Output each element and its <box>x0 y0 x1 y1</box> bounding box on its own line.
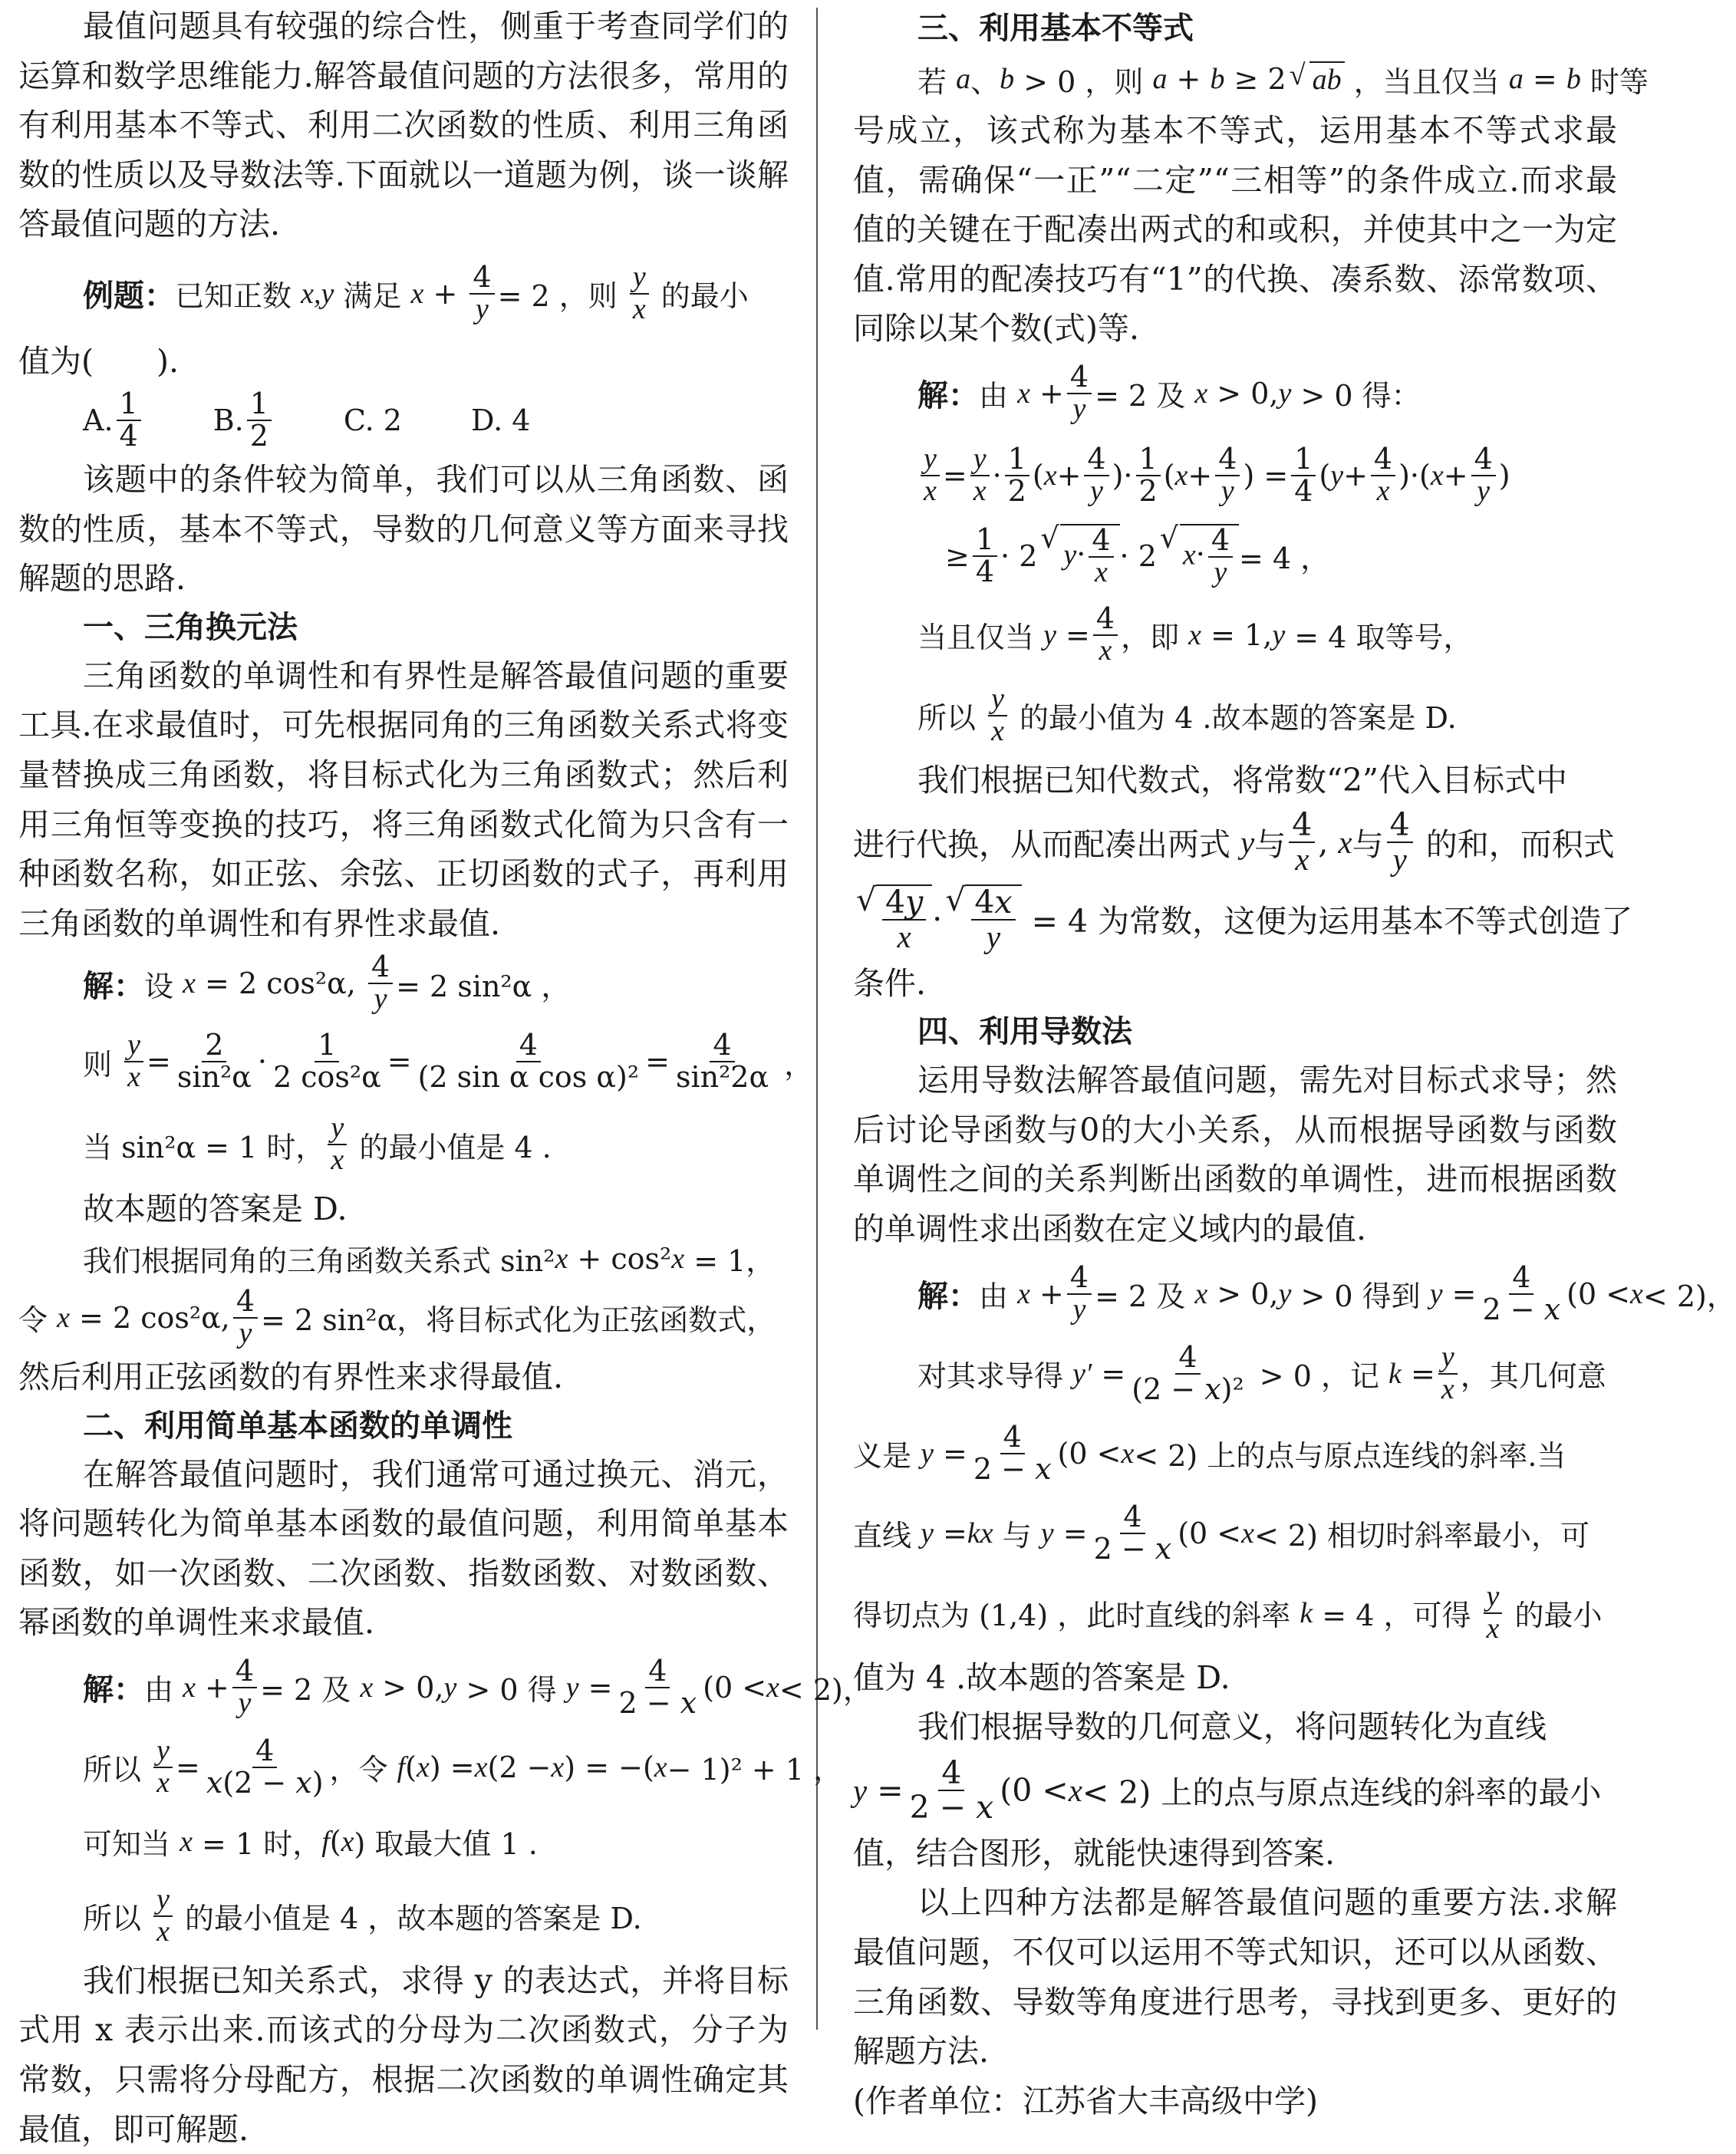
summary4-line1: 我们根据导数的几何意义，将问题转化为直线 <box>917 1708 1547 1746</box>
sol3-line2: $\frac{y}{x}$ = $\frac{y}{x}$ · $\frac{1}{2}$ ( x + $\frac{4}{y}$ )· $\frac{1}{2}$ ( x + $\frac{4}{y}$ ) = $\frac{1}{4}$ ( y + $\frac{4}{x}$ )·( x + $\frac{4}{y}$ ) <box>853 433 1617 518</box>
section-heading-2: 二、利用简单基本函数的单调性 <box>83 1408 512 1444</box>
sol3-line4: 当且仅当 y = $\frac{4}{x}$ ，即 x = 1, y = 4 取等号， <box>917 601 1473 667</box>
section-heading-3: 三、利用基本不等式 <box>917 11 1194 46</box>
summary1-line1: 我们根据同角的三角函数关系式 sin² x + cos² x = 1， <box>83 1241 776 1279</box>
summary3-line4: 条件. <box>853 964 927 1002</box>
answer-options: A. $\frac{1}{4}$ B. $\frac{1}{2}$ C. 2 D. 4 <box>83 387 531 453</box>
intro-paragraph: 最值问题具有较强的综合性，侧重于考查同学们的运算和数学思维能力.解答最值问题的方法很多，常用的有利用基本不等式、利用二次函数的性质、利用三角函数的性质以及导数法等.下面就以一道题为例，谈一谈解答最值问题的方法. <box>18 8 789 243</box>
column-divider <box>816 8 818 2030</box>
summary2-paragraph: 我们根据已知关系式，求得 y 的表达式，并将目标式用 x 表示出来.而该式的分母为二次函数式，分子为常数，只需将分母配方，根据二次函数的单调性确定其最值，即可解题. <box>18 1961 789 2148</box>
sol3-line5: 所以 $\frac{y}{x}$ 的最小值为 4 .故本题的答案是 D. <box>917 683 1457 747</box>
sol2-line3: 可知当 x = 1 时， f ( x ) 取最大值 1 . <box>83 1824 538 1862</box>
sol4-line2: 对其求导得 y′ = $\frac{4}{\text{(2 − x)²}}$ > 0 ，记 k = $\frac{y}{x}$ ，其几何意 <box>917 1339 1606 1406</box>
summary4-line2: y = $\frac{4}{2 - x}$ (0 < x < 2) 上的点与原点连线的斜率的最小 <box>853 1754 1602 1826</box>
sol4-line6: 值为 4 .故本题的答案是 D. <box>853 1658 1230 1696</box>
sol4-line4: 直线 y = kx 与 y = $\frac{4}{2 - x}$ (0 < x < 2) 相切时斜率最小，可 <box>853 1499 1590 1566</box>
summary1-line2: 令 x = 2 cos²α, $\frac{4}{y}$ = 2 sin²α，将目标式化为正弦函数式， <box>18 1284 776 1349</box>
ineq-intro-rest: 号成立，该式称为基本不等式，运用基本不等式求最值，需确保“一正”“二定”“三相等”的条件成立.而求最值的关键在于配凑出两式的和或积，并使其中之一为定值.常用的配凑技巧有“1”的代换、凑系数、添常数项、同除以某个数(式)等. <box>853 112 1617 347</box>
option-c: C. 2 <box>343 403 402 437</box>
summary4-line3: 值，结合图形，就能快速得到答案. <box>853 1834 1336 1872</box>
method2-intro: 在解答最值问题时，我们通常可通过换元、消元，将问题转化为简单基本函数的最值问题，利用简单基本函数，如一次函数、二次函数、指数函数、对数函数、幂函数的单调性来求最值. <box>18 1455 789 1642</box>
section-heading-1: 一、三角换元法 <box>83 609 298 645</box>
sol4-line1: 解： 由 x + $\frac{4}{y}$ = 2 及 x > 0, y > 0 得到 y = $\frac{4}{2 - x}$ (0 < x < 2)， <box>917 1260 1736 1326</box>
sol2-line1: 解： 由 x + $\frac{4}{y}$ = 2 及 x > 0, y > 0 得 y = $\frac{4}{2 - x}$ (0 < x < 2)， <box>83 1653 872 1720</box>
author-affiliation: (作者单位：江苏省大丰高级中学) <box>853 2082 1318 2119</box>
method1-intro: 三角函数的单调性和有界性是解答最值问题的重要工具.在求最值时，可先根据同角的三角函数关系式将变量替换成三角函数，将目标式化为三角函数式；然后利用三角恒等变换的技巧，将三角函数式化简为只含有一种函数名称，如正弦、余弦、正切函数的式子，再利用三角函数的单调性和有界性求最值. <box>18 657 789 942</box>
summary1-line3: 然后利用正弦函数的有界性来求得最值. <box>18 1358 564 1395</box>
sol2-line2: 所以 $\frac{y}{x}$ = $\frac{4}{x(2 - x)}$ ，令 f ( x ) = x (2 − x ) = −( x − 1)² + 1 ， <box>83 1733 843 1800</box>
option-d: D. 4 <box>470 403 531 437</box>
sol1-line3: 当 sin²α = 1 时， $\frac{y}{x}$ 的最小值是 4 . <box>83 1112 552 1177</box>
sol4-line3: 义是 y = $\frac{4}{2 - x}$ (0 < x < 2) 上的点与原点连线的斜率.当 <box>853 1419 1566 1486</box>
sol3-line1: 解： 由 x + $\frac{4}{y}$ = 2 及 x > 0, y > 0 得： <box>917 360 1421 425</box>
sol1-line1: 解： 设 x = 2 cos²α, $\frac{4}{y}$ = 2 sin²α ， <box>83 950 571 1016</box>
section-heading-4: 四、利用导数法 <box>917 1014 1132 1050</box>
ineq-intro-line1: 若 a 、 b > 0 ，则 a + b ≥ 2 √ ab ，当且仅当 a = b 时等 <box>853 52 1617 106</box>
sol1-line2: 则 $\frac{y}{x}$ = $\frac{2}{\text{sin²α}}$ · $\frac{1}{\text{2 cos²α}}$ = $\frac{4}{\text{(2 sin α cos α)²}}$ = $\frac{4}{\text{sin²2α}}$ ， <box>83 1028 814 1095</box>
sol4-line5: 得切点为 (1,4) ，此时直线的斜率 k = 4 ，可得 $\frac{y}{x}$ 的最小 <box>853 1579 1603 1645</box>
sol1-answer: 故本题的答案是 D. <box>83 1191 348 1228</box>
conclusion-paragraph: 以上四种方法都是解答最值问题的重要方法.求解最值问题，不仅可以运用不等式知识，还可以从函数、三角函数、导数等角度进行思考，寻找到更多、更好的解题方法. <box>853 1884 1617 2070</box>
option-a: A. <box>83 403 114 437</box>
example-label: 例题： <box>83 278 175 315</box>
right-column <box>853 0 1736 2126</box>
example-problem: 例题： 已知正数 x,y 满足 x + $\frac{4}{y}$ = 2 ，则 $\frac{y}{x}$ 的最小 <box>83 260 749 325</box>
analysis-paragraph: 该题中的条件较为简单，我们可以从三角函数、函数的性质，基本不等式，导数的几何意义等方面来寻找解题的思路. <box>18 460 789 598</box>
method4-intro: 运用导数法解答最值问题，需先对目标式求导；然后讨论导函数与0的大小关系，从而根据导函数与函数单调性之间的关系判断出函数的单调性，进而根据函数的单调性求出函数在定义域内的最值. <box>853 1062 1617 1247</box>
sol2-line4: 所以 $\frac{y}{x}$ 的最小值是 4 ，故本题的答案是 D. <box>83 1882 642 1948</box>
summary3-line1: 我们根据已知代数式，将常数“2”代入目标式中 <box>917 761 1568 799</box>
left-column <box>18 0 872 2154</box>
example-cont: 值为( ). <box>18 342 180 380</box>
summary3-line2: 进行代换，从而配凑出两式 y 与 $\frac{4}{x}$ , x 与 $\frac{4}{y}$ 的和，而积式 <box>853 805 1615 877</box>
sol3-line3: ≥ $\frac{1}{4}$ · 2 √ y· $\frac{4}{x}$ · 2 √ x· $\frac{4}{y}$ = 4 ， <box>853 518 1617 594</box>
option-b: B. <box>212 403 244 437</box>
summary3-line3: √ $\frac{4y}{x}$ · √ $\frac{4x}{y}$ = 4 为常数，这便为运用基本不等式创造了 <box>853 879 1617 959</box>
solution-label: 解： <box>83 968 144 1004</box>
